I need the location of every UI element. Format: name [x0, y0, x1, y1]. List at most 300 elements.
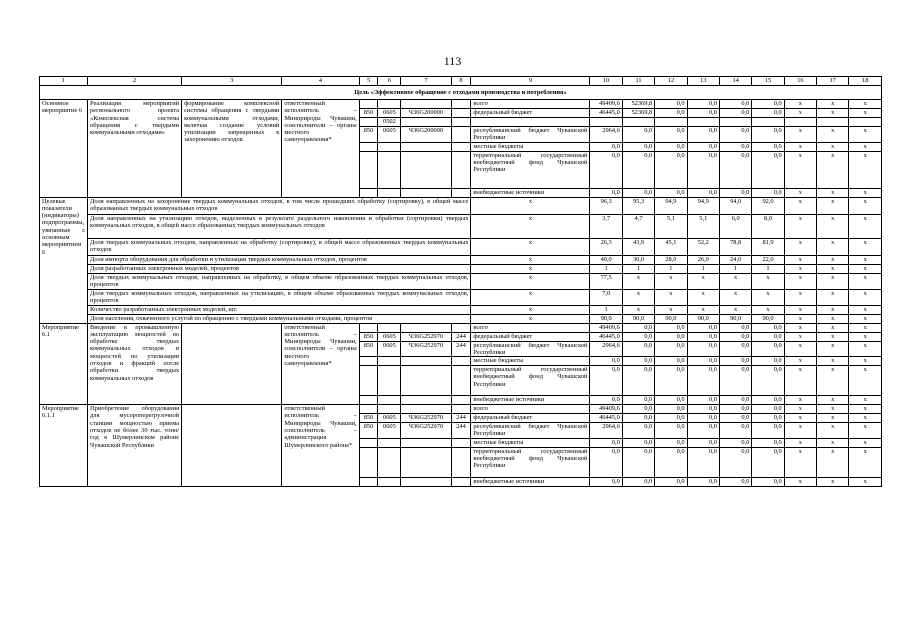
target-value: 28,0 [655, 255, 687, 264]
year-value: 0,0 [719, 438, 751, 447]
year-value: 0,0 [590, 447, 622, 477]
budget-code [378, 477, 401, 486]
column-number: 11 [622, 77, 654, 86]
budget-code [451, 109, 471, 118]
year-value: x [817, 332, 849, 341]
year-value [817, 118, 849, 127]
budget-code: Ч36G200000 [401, 109, 451, 118]
year-value: 0,0 [752, 438, 784, 447]
financing-source: внебюджетные источники [471, 188, 590, 197]
target-value: 26,0 [687, 255, 719, 264]
budget-code [378, 188, 401, 197]
budget-code [451, 188, 471, 197]
budget-code: 0605 [378, 109, 401, 118]
budget-code: 850 [359, 414, 378, 423]
column-number: 4 [282, 77, 359, 86]
target-value: x [784, 197, 816, 214]
event-title: Реализация мероприятий регионального проекта «Комплексная система обращения с твердыми коммунальными отходами» [88, 100, 182, 198]
column-number: 6 [378, 77, 401, 86]
year-value: 0,0 [622, 366, 654, 396]
target-value: x [752, 305, 784, 314]
year-value: x [849, 341, 882, 357]
budget-code [401, 100, 451, 109]
year-value: 52369,8 [622, 100, 654, 109]
year-value: 0,0 [687, 357, 719, 366]
year-value: 0,0 [622, 423, 654, 439]
goal-title: Цель «Эффективное обращение с отходами производства и потребления» [40, 86, 882, 100]
year-value: 0,0 [655, 332, 687, 341]
year-value: x [849, 142, 882, 151]
year-value: x [817, 357, 849, 366]
target-value: 3,7 [590, 214, 622, 238]
target-value: 81,9 [752, 238, 784, 255]
year-value: 0,0 [752, 405, 784, 414]
target-value: 43,9 [622, 238, 654, 255]
target-value: x [719, 305, 751, 314]
budget-code [401, 447, 451, 477]
year-value: x [784, 447, 816, 477]
budget-code: 244 [451, 423, 471, 439]
program-table [39, 76, 882, 487]
year-value: 0,0 [687, 109, 719, 118]
financing-source: всего [471, 405, 590, 414]
year-value: 46445,0 [590, 332, 622, 341]
target-value: x [817, 255, 849, 264]
column-number: 9 [471, 77, 590, 86]
financing-row [40, 323, 882, 332]
budget-code [401, 151, 451, 188]
year-value: 0,0 [719, 142, 751, 151]
year-value: x [784, 438, 816, 447]
target-value: 6,0 [719, 214, 751, 238]
target-value: 77,5 [590, 273, 622, 289]
year-value: 0,0 [752, 323, 784, 332]
year-value: 46445,0 [590, 109, 622, 118]
year-value [622, 118, 654, 127]
year-value: 0,0 [622, 438, 654, 447]
budget-code [378, 447, 401, 477]
budget-code [451, 100, 471, 109]
year-value: x [784, 323, 816, 332]
target-value: x [719, 289, 751, 305]
year-value: 0,0 [752, 100, 784, 109]
year-value: 0,0 [590, 366, 622, 396]
year-value: 0,0 [590, 357, 622, 366]
target-value: 1 [590, 305, 622, 314]
year-value: 0,0 [590, 151, 622, 188]
year-value: 0,0 [687, 323, 719, 332]
budget-code: 244 [451, 332, 471, 341]
financing-source: местные бюджеты [471, 438, 590, 447]
year-value: 0,0 [622, 477, 654, 486]
year-value: 0,0 [719, 100, 751, 109]
target-row [40, 197, 882, 214]
year-value [655, 118, 687, 127]
target-value: 1 [687, 264, 719, 273]
budget-code [401, 142, 451, 151]
budget-code: 0605 [378, 341, 401, 357]
target-value: 7,0 [590, 289, 622, 305]
target-value: x [817, 238, 849, 255]
budget-code: Ч36G200000 [401, 127, 451, 143]
target-value: x [687, 273, 719, 289]
year-value: 49409,6 [590, 100, 622, 109]
event-name: Мероприятие 6.1.1 [40, 405, 88, 487]
year-value: x [849, 477, 882, 486]
budget-code: Ч36G252970 [401, 341, 451, 357]
event-executors: ответственный исполнитель – Минприроды Чувашии, соисполнители – органы местного самоуправления* [282, 100, 359, 198]
year-value: 0,0 [687, 127, 719, 143]
budget-code [401, 188, 451, 197]
budget-code [359, 447, 378, 477]
event-name: Основное мероприятие 6 [40, 100, 88, 198]
target-value: 45,1 [655, 238, 687, 255]
budget-code [359, 477, 378, 486]
target-value: 1 [719, 264, 751, 273]
budget-code [359, 323, 378, 332]
column-number: 8 [451, 77, 471, 86]
budget-code [359, 142, 378, 151]
target-value: 90,0 [719, 314, 751, 323]
year-value: x [817, 142, 849, 151]
budget-code: 0605 [378, 414, 401, 423]
year-value: x [849, 109, 882, 118]
year-value: 0,0 [655, 414, 687, 423]
budget-code: 0605 [378, 423, 401, 439]
budget-code: Ч36G252970 [401, 423, 451, 439]
year-value: x [849, 366, 882, 396]
financing-source: республиканский бюджет Чувашской Республики [471, 341, 590, 357]
year-value: 0,0 [719, 188, 751, 197]
year-value: x [817, 323, 849, 332]
year-value: 0,0 [655, 447, 687, 477]
year-value: x [817, 396, 849, 405]
year-value: 0,0 [590, 477, 622, 486]
year-value: x [817, 414, 849, 423]
year-value: 0,0 [655, 477, 687, 486]
target-value: 92,0 [752, 197, 784, 214]
year-value: 0,0 [719, 414, 751, 423]
year-value: 0,0 [719, 423, 751, 439]
target-value: x [622, 273, 654, 289]
year-value: 0,0 [687, 396, 719, 405]
budget-code [378, 151, 401, 188]
target-value: 4,7 [622, 214, 654, 238]
target-value: x [655, 289, 687, 305]
year-value: 2964,6 [590, 423, 622, 439]
target-value: 94,9 [655, 197, 687, 214]
financing-source: территориальный государственный внебюджетный фонд Чувашской Республики [471, 366, 590, 396]
target-value: x [655, 305, 687, 314]
target-value: 90,0 [752, 314, 784, 323]
financing-row [40, 405, 882, 414]
budget-code [359, 100, 378, 109]
budget-code: Ч36G252970 [401, 414, 451, 423]
year-value: 0,0 [687, 477, 719, 486]
target-value: x [817, 264, 849, 273]
target-text: Доля импорта оборудования для обработки и утилизации твердых коммунальных отходов, процентов [88, 255, 471, 264]
budget-code: 0605 [378, 332, 401, 341]
budget-code [451, 118, 471, 127]
financing-source: всего [471, 323, 590, 332]
year-value: 0,0 [622, 323, 654, 332]
year-value: 0,0 [752, 423, 784, 439]
year-value: x [817, 405, 849, 414]
target-value: x [622, 289, 654, 305]
column-number: 14 [719, 77, 751, 86]
target-text: Доля направленных на захоронение твердых коммунальных отходов, в том числе прошедших обработку (сортировку), в общей массе образованных твердых коммунальных отходов [88, 197, 471, 214]
year-value: 0,0 [622, 357, 654, 366]
target-row [40, 255, 882, 264]
target-value: 1 [622, 264, 654, 273]
year-value [687, 118, 719, 127]
target-text: Доля населения, охваченного услугой по обращению с твердыми коммунальными отходами, процентов [88, 314, 471, 323]
event-result [182, 323, 282, 405]
financing-row [40, 100, 882, 109]
target-text: Доля твердых коммунальных отходов, направленных на обработку, в общем объеме образованных твердых коммунальных отходов, процентов [88, 273, 471, 289]
year-value: x [817, 447, 849, 477]
year-value: x [849, 447, 882, 477]
budget-code [451, 366, 471, 396]
budget-code [378, 405, 401, 414]
table-body [40, 77, 882, 487]
budget-code [401, 357, 451, 366]
column-number: 17 [817, 77, 849, 86]
target-row [40, 238, 882, 255]
target-value: x [687, 289, 719, 305]
target-value: 22,0 [752, 255, 784, 264]
year-value: 2964,6 [590, 127, 622, 143]
year-value: 0,0 [655, 423, 687, 439]
target-row [40, 305, 882, 314]
target-value: x [817, 314, 849, 323]
budget-code [359, 438, 378, 447]
budget-code: 244 [451, 341, 471, 357]
year-value: x [784, 100, 816, 109]
target-value: x [849, 314, 882, 323]
page-number: 113 [443, 54, 462, 68]
budget-code [451, 447, 471, 477]
target-row [40, 289, 882, 305]
year-value: 49409,6 [590, 405, 622, 414]
year-value: 0,0 [719, 357, 751, 366]
target-value: 24,0 [719, 255, 751, 264]
year-value: 0,0 [590, 188, 622, 197]
budget-code [401, 118, 451, 127]
year-value: 0,0 [752, 447, 784, 477]
column-number: 2 [88, 77, 182, 86]
year-value: 0,0 [622, 414, 654, 423]
year-value: x [849, 414, 882, 423]
column-number: 18 [849, 77, 882, 86]
year-value: 0,0 [752, 414, 784, 423]
budget-code: 850 [359, 332, 378, 341]
target-value: x [752, 273, 784, 289]
year-value: 0,0 [655, 142, 687, 151]
financing-source: территориальный государственный внебюджетный фонд Чувашской Республики [471, 151, 590, 188]
target-value: x [784, 273, 816, 289]
year-value: 0,0 [752, 188, 784, 197]
budget-code [401, 405, 451, 414]
budget-code [401, 366, 451, 396]
event-name: Мероприятие 6.1 [40, 323, 88, 405]
column-number: 15 [752, 77, 784, 86]
year-value: 0,0 [622, 405, 654, 414]
year-value: 0,0 [719, 341, 751, 357]
target-value: x [817, 273, 849, 289]
budget-code [451, 396, 471, 405]
year-value: 0,0 [687, 332, 719, 341]
year-value: 0,0 [655, 366, 687, 396]
column-number: 1 [40, 77, 88, 86]
financing-source: внебюджетные источники [471, 477, 590, 486]
year-value: x [817, 100, 849, 109]
year-value: 52369,8 [622, 109, 654, 118]
year-value: x [849, 357, 882, 366]
target-row [40, 314, 882, 323]
target-c9: x [471, 305, 590, 314]
year-value: 0,0 [752, 366, 784, 396]
target-text: Доля разработанных электронных моделей, процентов [88, 264, 471, 273]
year-value: 0,0 [719, 151, 751, 188]
target-value: 90,0 [590, 314, 622, 323]
target-value: 90,0 [687, 314, 719, 323]
target-value: 1 [655, 264, 687, 273]
budget-code [378, 396, 401, 405]
target-value: 1 [590, 264, 622, 273]
budget-code [359, 118, 378, 127]
year-value: 0,0 [687, 142, 719, 151]
budget-code: 850 [359, 109, 378, 118]
year-value: x [817, 188, 849, 197]
year-value: 0,0 [590, 396, 622, 405]
budget-code [401, 438, 451, 447]
column-number: 12 [655, 77, 687, 86]
year-value: x [817, 438, 849, 447]
budget-code [359, 366, 378, 396]
target-value: x [849, 255, 882, 264]
year-value: x [817, 151, 849, 188]
budget-code [451, 127, 471, 143]
targets-name: Целевые показатели (индикаторы) подпрограммы, увязанные с основным мероприятием 6 [40, 197, 88, 323]
year-value: x [784, 341, 816, 357]
financing-source: всего [471, 100, 590, 109]
year-value: x [817, 341, 849, 357]
target-row [40, 264, 882, 273]
event-executors: ответственный исполнитель – Минприроды Чувашии, соисполнитель – администрация Шумерлинского района* [282, 405, 359, 487]
year-value: 0,0 [719, 109, 751, 118]
budget-code [451, 151, 471, 188]
target-value: x [752, 289, 784, 305]
budget-code [378, 142, 401, 151]
financing-source: внебюджетные источники [471, 396, 590, 405]
year-value: 0,0 [622, 188, 654, 197]
budget-code: Ч36G252970 [401, 332, 451, 341]
target-value: 1 [752, 264, 784, 273]
year-value: x [849, 127, 882, 143]
target-value: x [784, 214, 816, 238]
target-value: 40,0 [590, 255, 622, 264]
year-value: 0,0 [655, 151, 687, 188]
year-value: x [784, 477, 816, 486]
financing-source: местные бюджеты [471, 142, 590, 151]
target-text: Доля твердых коммунальных отходов, направленных на утилизацию, в общем объеме образованных твердых коммунальных отходов, процентов [88, 289, 471, 305]
year-value: x [784, 188, 816, 197]
year-value: 0,0 [622, 332, 654, 341]
year-value: 2964,6 [590, 341, 622, 357]
budget-code: 850 [359, 423, 378, 439]
target-value: x [817, 289, 849, 305]
year-value: 0,0 [752, 341, 784, 357]
target-value: x [622, 305, 654, 314]
year-value: 0,0 [752, 151, 784, 188]
target-c9: x [471, 197, 590, 214]
year-value: 0,0 [687, 447, 719, 477]
year-value: 0,0 [655, 127, 687, 143]
column-number: 16 [784, 77, 816, 86]
year-value: x [849, 188, 882, 197]
target-value: x [784, 255, 816, 264]
year-value: 0,0 [752, 357, 784, 366]
year-value: 0,0 [655, 438, 687, 447]
column-number: 3 [182, 77, 282, 86]
year-value: x [849, 405, 882, 414]
year-value: 0,0 [719, 366, 751, 396]
year-value: 0,0 [752, 142, 784, 151]
target-value: 96,3 [590, 197, 622, 214]
year-value: 0,0 [622, 447, 654, 477]
year-value: 0,0 [687, 100, 719, 109]
year-value: 0,0 [655, 188, 687, 197]
year-value: 0,0 [687, 341, 719, 357]
budget-code [359, 151, 378, 188]
target-value: 52,2 [687, 238, 719, 255]
financing-source: территориальный государственный внебюджетный фонд Чувашской Республики [471, 447, 590, 477]
target-value: x [817, 214, 849, 238]
year-value: 0,0 [687, 405, 719, 414]
year-value: 0,0 [752, 477, 784, 486]
year-value: x [817, 109, 849, 118]
target-value: x [817, 305, 849, 314]
target-value: 95,3 [622, 197, 654, 214]
target-value: x [849, 305, 882, 314]
target-value: 8,0 [752, 214, 784, 238]
year-value: 0,0 [719, 477, 751, 486]
financing-source: местные бюджеты [471, 357, 590, 366]
year-value: x [784, 109, 816, 118]
event-title: Приобретение оборудования для мусороперегрузочной станции мощностью приема отходов не более 30 тыс. тонн/год в Шумерлинском районе Чувашской Республики [88, 405, 182, 487]
goal-row [40, 86, 882, 100]
target-value: x [849, 289, 882, 305]
target-value: 90,0 [622, 314, 654, 323]
target-value: x [784, 289, 816, 305]
year-value: 0,0 [655, 405, 687, 414]
year-value: x [784, 414, 816, 423]
year-value: x [849, 332, 882, 341]
financing-source: федеральный бюджет [471, 332, 590, 341]
target-value: 26,3 [590, 238, 622, 255]
target-c9: x [471, 314, 590, 323]
year-value: 0,0 [590, 438, 622, 447]
target-c9: x [471, 264, 590, 273]
budget-code [359, 405, 378, 414]
year-value: x [849, 151, 882, 188]
year-value: 0,0 [719, 447, 751, 477]
column-number: 7 [401, 77, 451, 86]
budget-code: 0605 [378, 127, 401, 143]
year-value: x [784, 151, 816, 188]
year-value: x [817, 423, 849, 439]
